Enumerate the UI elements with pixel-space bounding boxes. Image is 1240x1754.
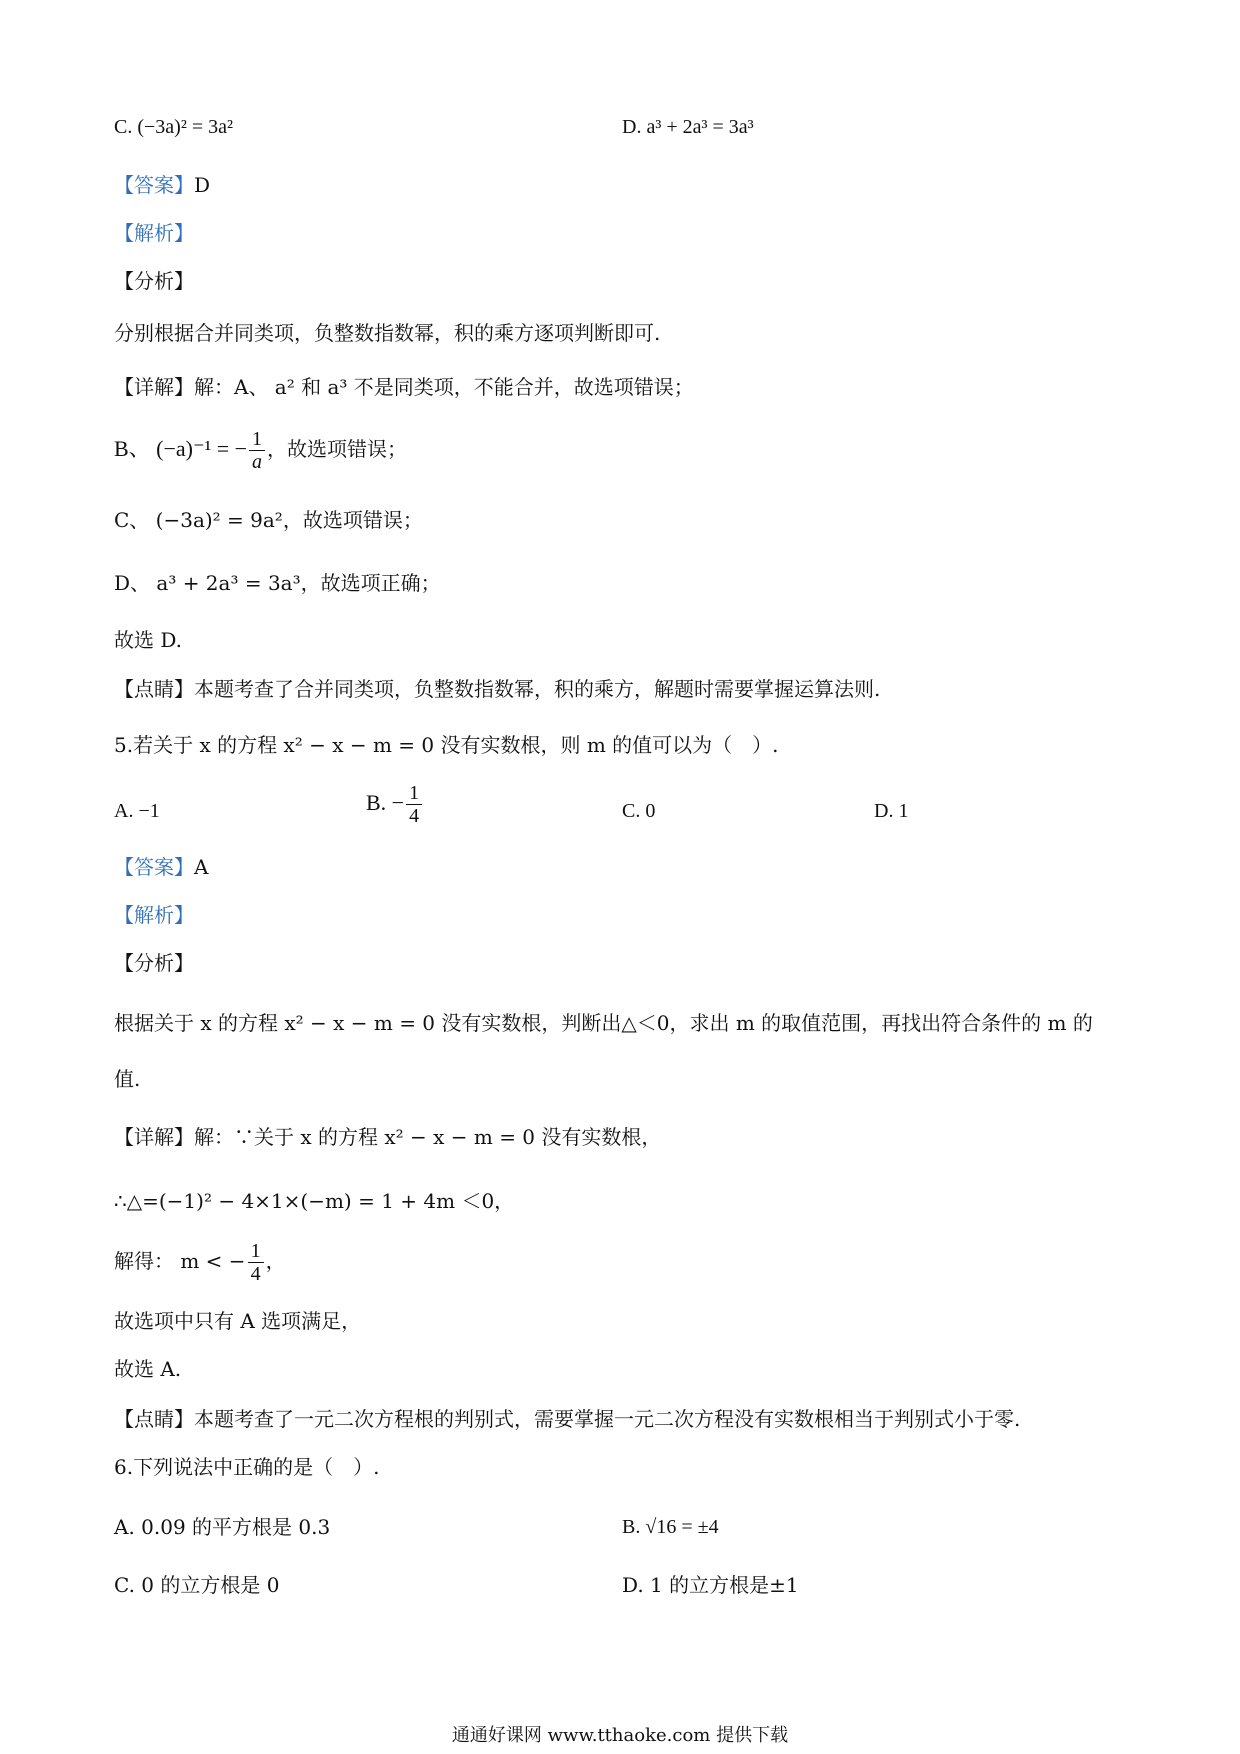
fraction-denominator: 4	[409, 805, 420, 827]
q6-option-d: D. 1 的立方根是±1	[622, 1573, 799, 1597]
answer-tag: 【答案】	[114, 173, 194, 197]
answer-value: D	[194, 173, 211, 197]
q4-fenxi-text: 分别根据合并同类项，负整数指数幂，积的乘方逐项判断即可.	[114, 321, 661, 345]
q5-fenxi-tag: 【分析】	[114, 951, 194, 975]
q5-detail-2: ∴△=(−1)² − 4×1×(−m) = 1 + 4m ＜0，	[114, 1189, 515, 1213]
q5-jiexi-tag: 【解析】	[114, 903, 194, 927]
answer-tag: 【答案】	[114, 855, 194, 879]
q6-option-a: A. 0.09 的平方根是 0.3	[114, 1515, 331, 1539]
q5-fenxi-text-2: 值.	[114, 1067, 141, 1091]
q5-stem: 5.若关于 x 的方程 x² − x − m = 0 没有实数根，则 m 的值可以为（ ）.	[114, 733, 779, 757]
fraction-numerator: 1	[249, 428, 265, 451]
q6-stem: 6.下列说法中正确的是（ ）.	[114, 1455, 380, 1479]
q5-detail-3	[114, 1240, 286, 1285]
q5-option-c: C. 0	[622, 800, 656, 822]
detail-3-expr: 解得： m < −	[114, 1249, 246, 1273]
fraction-numerator: 1	[248, 1240, 264, 1263]
q6-option-b: B. √16 = ±4	[622, 1516, 719, 1538]
q6-option-c: C. 0 的立方根是 0	[114, 1573, 280, 1597]
fraction-numerator: 1	[406, 782, 422, 805]
q4-option-c: C. (−3a)² = 3a²	[114, 116, 233, 138]
q5-fenxi-text-1: 根据关于 x 的方程 x² − x − m = 0 没有实数根，判断出△＜0，求出 m 的取值范围，再找出符合条件的 m 的	[114, 1011, 1093, 1035]
q4-fenxi-tag: 【分析】	[114, 269, 194, 293]
detail-3-suffix: ，	[265, 1249, 286, 1273]
answer-value: A	[194, 855, 209, 879]
fraction-denominator: a	[252, 451, 263, 473]
fraction-denominator: 4	[250, 1263, 261, 1285]
q5-detail-1: 【详解】解：∵关于 x 的方程 x² − x − m = 0 没有实数根，	[114, 1125, 662, 1149]
q5-option-a: A. −1	[114, 800, 160, 822]
q4-option-d: D. a³ + 2a³ = 3a³	[622, 116, 754, 138]
q4-jiexi-tag: 【解析】	[114, 221, 194, 245]
q4-detail-b	[114, 428, 407, 473]
fraction	[249, 428, 265, 473]
q5-answer	[114, 852, 208, 882]
q4-detail-d: D、 a³ + 2a³ = 3a³，故选项正确；	[114, 571, 441, 595]
q4-dianjing: 【点睛】本题考查了合并同类项，负整数指数幂，积的乘方，解题时需要掌握运算法则.	[114, 677, 881, 701]
option-b-label: B. −	[366, 790, 405, 815]
q4-answer	[114, 170, 210, 200]
q5-dianjing: 【点睛】本题考查了一元二次方程根的判别式，需要掌握一元二次方程没有实数根相当于判别式小于零.	[114, 1407, 1021, 1431]
q4-detail-a: 【详解】解：A、 a² 和 a³ 不是同类项，不能合并，故选项错误；	[114, 375, 694, 399]
fraction	[248, 1240, 264, 1285]
q5-option-b	[366, 782, 424, 827]
q4-conclusion: 故选 D.	[114, 628, 183, 652]
q4-detail-c: C、 (−3a)² = 9a²，故选项错误；	[114, 508, 423, 532]
page-footer: 通通好课网 www.tthaoke.com 提供下载	[451, 1725, 789, 1746]
detail-b-suffix: ，故选项错误；	[267, 437, 408, 461]
q5-detail-4: 故选项中只有 A 选项满足，	[114, 1309, 362, 1333]
q5-conclusion: 故选 A.	[114, 1357, 182, 1381]
q5-option-d: D. 1	[874, 800, 909, 822]
fraction	[406, 782, 422, 827]
detail-b-expr: B、 (−a)⁻¹ = −	[114, 436, 248, 461]
